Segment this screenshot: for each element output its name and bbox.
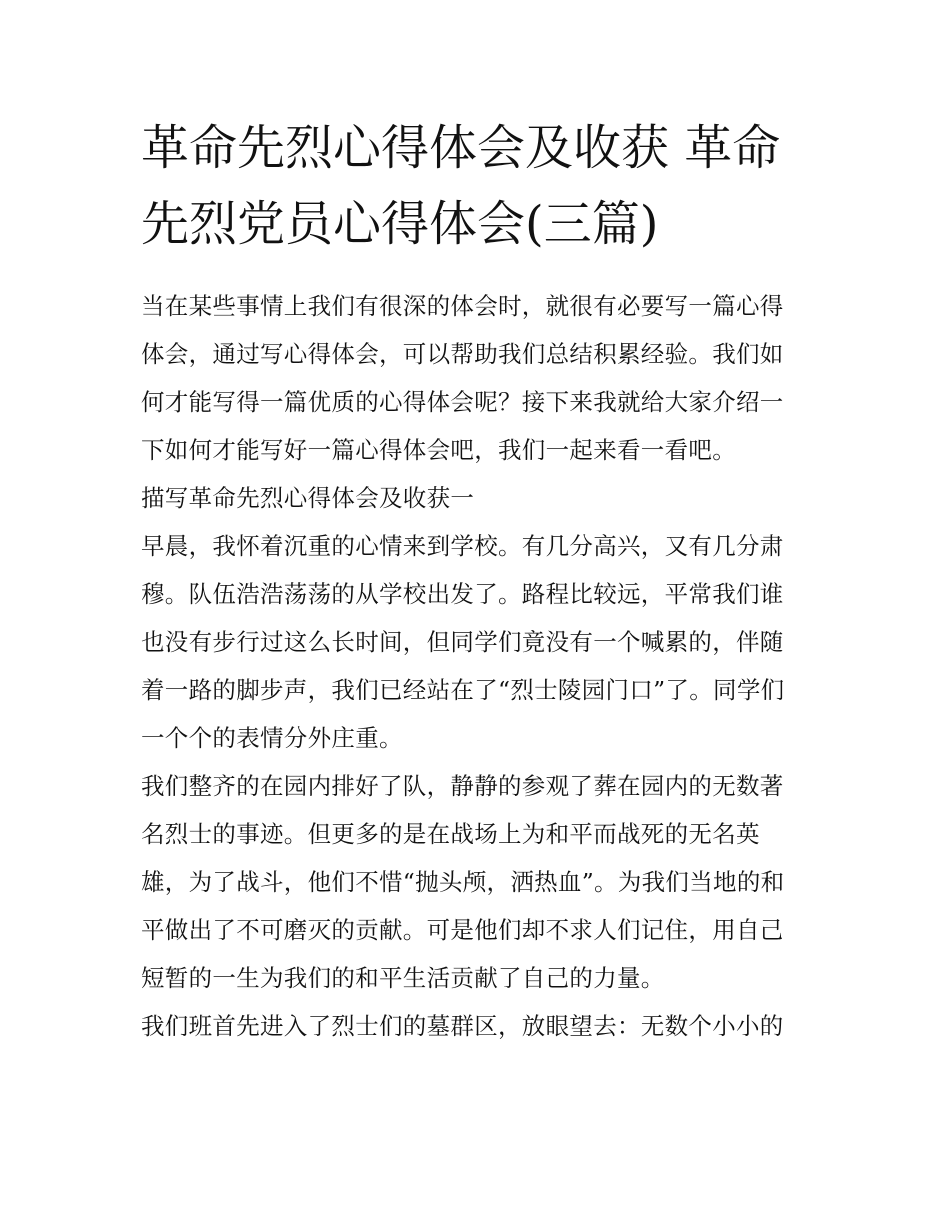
intro-paragraph xyxy=(141,282,821,474)
text-line: 穆。队伍浩浩荡荡的从学校出发了。路程比较远，平常我们谁 xyxy=(141,580,784,608)
text-line: 早晨，我怀着沉重的心情来到学校。有几分高兴，又有几分肃 xyxy=(141,532,784,560)
text-line: 下如何才能写好一篇心得体会吧，我们一起来看一看吧。 xyxy=(141,436,736,464)
text-line: 名烈士的事迹。但更多的是在战场上为和平而战死的无名英 xyxy=(141,820,760,848)
text-line: 体会，通过写心得体会，可以帮助我们总结积累经验。我们如 xyxy=(141,340,784,368)
text-line: 雄，为了战斗，他们不惜“抛头颅，洒热血”。为我们当地的和 xyxy=(141,868,785,896)
text-line: 何才能写得一篇优质的心得体会呢？接下来我就给大家介绍一 xyxy=(141,388,784,416)
document-title xyxy=(141,110,821,262)
body-paragraph-3 xyxy=(141,1002,821,1050)
body-paragraph-2 xyxy=(141,762,821,1002)
text-line: 短暂的一生为我们的和平生活贡献了自己的力量。 xyxy=(141,964,665,992)
text-line: 平做出了不可磨灭的贡献。可是他们却不求人们记住，用自己 xyxy=(141,916,784,944)
document-content xyxy=(141,110,821,1050)
text-line: 当在某些事情上我们有很深的体会时，就很有必要写一篇心得 xyxy=(141,292,784,320)
text-line: 也没有步行过这么长时间，但同学们竟没有一个喊累的，伴随 xyxy=(141,628,784,656)
text-line: 一个个的表情分外庄重。 xyxy=(141,724,403,752)
section-heading: 描写革命先烈心得体会及收获一 xyxy=(141,484,475,512)
title-line: 先烈党员心得体会(三篇) xyxy=(141,196,659,252)
text-line: 我们班首先进入了烈士们的墓群区，放眼望去：无数个小小的 xyxy=(141,1012,784,1040)
body-paragraph-1 xyxy=(141,522,821,762)
title-line: 革命先烈心得体会及收获 革命 xyxy=(141,120,781,176)
text-line: 着一路的脚步声，我们已经站在了“烈士陵园门口”了。同学们 xyxy=(141,676,785,704)
text-line: 我们整齐的在园内排好了队，静静的参观了葬在园内的无数著 xyxy=(141,772,784,800)
